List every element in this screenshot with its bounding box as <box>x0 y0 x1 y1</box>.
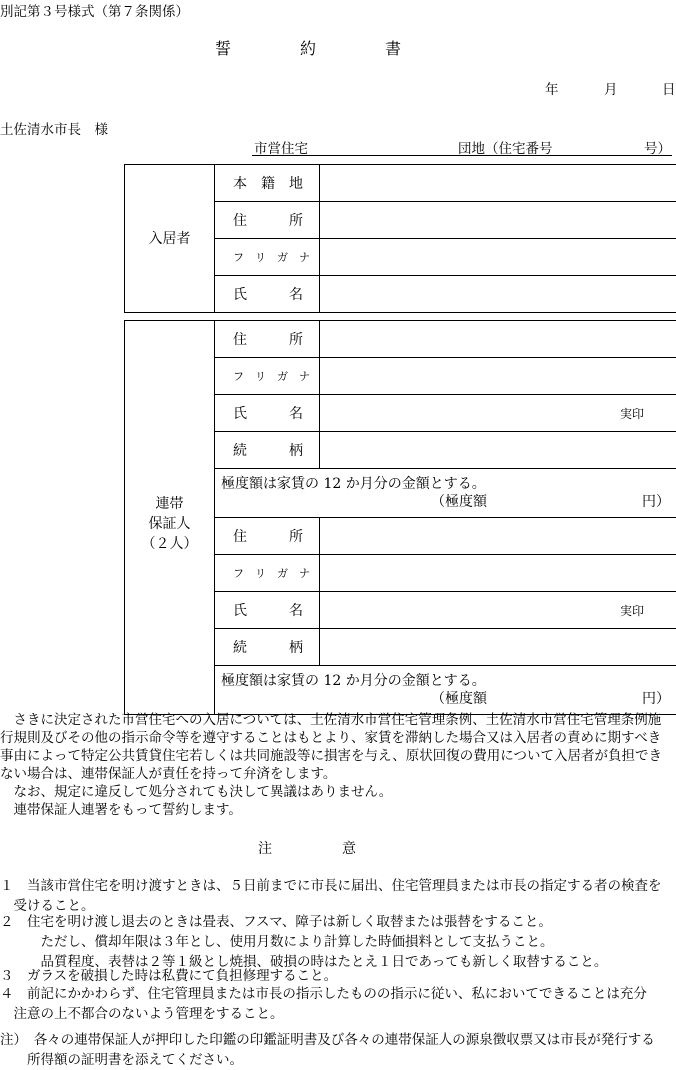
housing-danchi: 団地（住宅番号 <box>458 137 553 157</box>
guarantor2-relation-label: 続 柄 <box>215 629 320 666</box>
guarantor1-seal-mark: 実印 <box>620 407 644 421</box>
guarantor2-limit-cell <box>215 666 676 715</box>
note-item-4 <box>0 984 676 1024</box>
footnote <box>0 1030 676 1070</box>
resident-name-field[interactable] <box>320 276 676 313</box>
guarantor-group-label-2: 保証人 <box>125 514 214 534</box>
housing-number-suffix: 号） <box>644 137 671 157</box>
resident-furigana-field[interactable] <box>320 239 676 276</box>
guarantor1-limit-amount-label: （極度額 <box>431 494 487 510</box>
note-item-2 <box>0 912 676 972</box>
guarantor1-address-field[interactable] <box>320 321 676 358</box>
guarantor1-limit-amount-line <box>221 493 670 511</box>
guarantor2-limit-amount-line <box>221 690 670 708</box>
resident-address-label: 住 所 <box>215 202 320 239</box>
guarantor2-relation-field[interactable] <box>320 629 676 666</box>
resident-honseki-label: 本 籍 地 <box>215 165 320 202</box>
resident-address-field[interactable] <box>320 202 676 239</box>
housing-label: 市営住宅 <box>254 137 308 157</box>
guarantor-group-label-3: （２人） <box>125 534 214 554</box>
pledge-line: 事由によって特定公共賃貸住宅若しくは共同施設等に損害を与え、原状回復の費用について入居者が負担でき <box>0 747 670 765</box>
guarantor2-name-label: 氏 名 <box>215 592 320 629</box>
note-item-3 <box>0 966 676 986</box>
document-title: 誓 約 書 <box>215 36 402 59</box>
guarantor2-furigana-label: フ リ ガ ナ <box>215 555 320 592</box>
note-line: ４ 前記にかかわらず、住宅管理員または市長の指示したものの指示に従い、私においてできることは充分 <box>0 984 676 1004</box>
guarantor2-limit-amount-label: （極度額 <box>431 691 487 707</box>
guarantor1-limit-text: 極度額は家賃の 12 か月分の金額とする。 <box>221 475 670 493</box>
guarantor1-relation-field[interactable] <box>320 432 676 469</box>
resident-name-label: 氏 名 <box>215 276 320 313</box>
resident-furigana-label: フ リ ガ ナ <box>215 239 320 276</box>
note-line: １ 当該市営住宅を明け渡すときは、５日前までに市長に届出、住宅管理員または市長の指定する者の検査を <box>0 876 676 896</box>
pledge-line: 行規則及びその他の指示命令等を遵守することはもとより、家賃を滞納した場合又は入居者の責めに期すべき <box>0 729 670 747</box>
guarantor-table <box>124 320 676 715</box>
resident-honseki-field[interactable] <box>320 165 676 202</box>
guarantor2-address-field[interactable] <box>320 518 676 555</box>
note-line: ただし、償却年限は３年とし、使用月数により計算した時価損料として支払うこと。 <box>0 932 676 952</box>
guarantor2-limit-text: 極度額は家賃の 12 か月分の金額とする。 <box>221 672 670 690</box>
guarantor1-address-label: 住 所 <box>215 321 320 358</box>
pledge-line: さきに決定された市営住宅への入居については、土佐清水市営住宅管理条例、土佐清水市営住宅管理条例施 <box>0 711 670 729</box>
resident-table <box>124 164 676 313</box>
pledge-line: 連帯保証人連署をもって誓約します。 <box>0 801 670 819</box>
guarantor1-furigana-field[interactable] <box>320 358 676 395</box>
date-year: 年 <box>545 78 559 98</box>
guarantor-group-label <box>125 321 215 715</box>
guarantor2-address-label: 住 所 <box>215 518 320 555</box>
pledge-line: ない場合は、連帯保証人が責任を持って弁済をします。 <box>0 765 670 783</box>
guarantor2-furigana-field[interactable] <box>320 555 676 592</box>
note-line: ２ 住宅を明け渡し退去のときは畳表、フスマ、障子は新しく取替または張替をすること。 <box>0 912 676 932</box>
footnote-line: 所得額の証明書を添えてください。 <box>0 1050 676 1070</box>
note-line: 受けること。 <box>0 896 676 916</box>
footnote-line: 注） 各々の連帯保証人が押印した印鑑の印鑑証明書及び各々の連帯保証人の源泉徴収票又は市長が発行する <box>0 1030 676 1050</box>
guarantor1-limit-cell <box>215 469 676 518</box>
housing-underline <box>252 155 672 156</box>
date-month: 月 <box>604 78 618 98</box>
resident-group-label: 入居者 <box>125 165 215 313</box>
guarantor1-relation-label: 続 柄 <box>215 432 320 469</box>
note-line: ３ ガラスを破損した時は私費にて負担修理すること。 <box>0 966 676 986</box>
guarantor1-furigana-label: フ リ ガ ナ <box>215 358 320 395</box>
pledge-paragraph <box>0 711 670 819</box>
note-item-1 <box>0 876 676 916</box>
guarantor1-name-label: 氏 名 <box>215 395 320 432</box>
guarantor2-seal-mark: 実印 <box>620 604 644 618</box>
addressee: 土佐清水市長 様 <box>0 118 108 138</box>
note-line: 注意の上不都合のないよう管理をすること。 <box>0 1004 676 1024</box>
notes-heading: 注 意 <box>258 838 356 858</box>
guarantor1-name-field[interactable] <box>320 395 676 432</box>
pledge-line: なお、規定に違反して処分されても決して異議はありません。 <box>0 783 670 801</box>
guarantor2-name-field[interactable] <box>320 592 676 629</box>
note-line: 品質程度、表替は２等１級とし焼損、破損の時はたとえ１日であっても新しく取替すること。 <box>0 952 676 972</box>
guarantor1-limit-yen: 円） <box>642 493 670 511</box>
date-day: 日 <box>662 78 676 98</box>
form-number: 別記第３号様式（第７条関係） <box>0 0 189 20</box>
guarantor2-limit-yen: 円） <box>642 690 670 708</box>
guarantor-group-label-1: 連帯 <box>125 482 214 514</box>
